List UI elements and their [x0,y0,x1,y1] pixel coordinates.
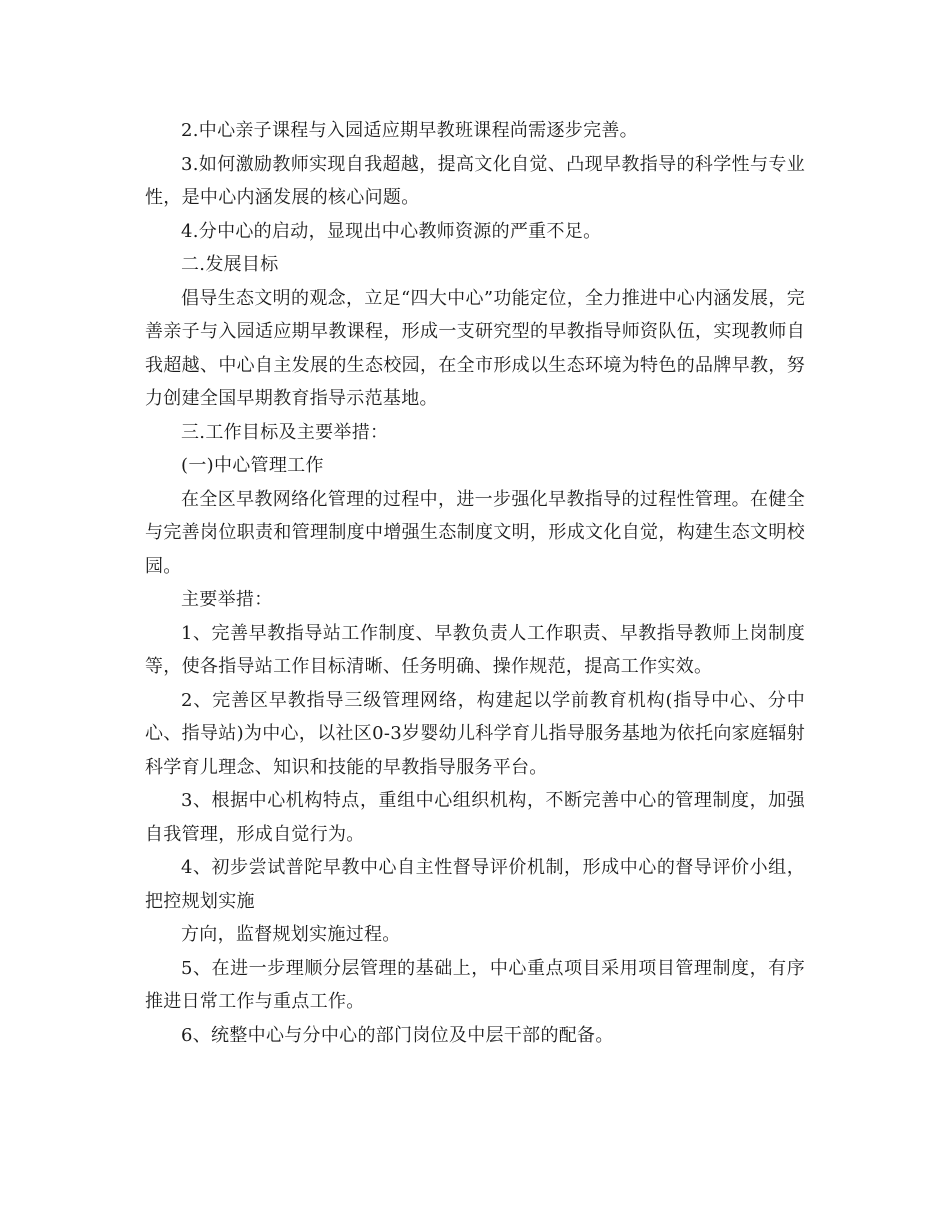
measure-item-6: 6、统整中心与分中心的部门岗位及中层干部的配备。 [181,1024,614,1046]
paragraph-development-goals: 倡导生态文明的观念，立足“四大中心”功能定位，全力推进中心内涵发展，完善亲子与入园适应期早教课程，形成一支研究型的早教指导师资队伍，实现教师自我超越、中心自主发展的生态校园，在全市形成以生态环境为特色的品牌早教，努力创建全国早期教育指导示范基地。 [145,287,805,409]
section-heading-work-goals: 三.工作目标及主要举措： [181,421,389,443]
paragraph-issue-2: 2.中心亲子课程与入园适应期早教班课程尚需逐步完善。 [181,120,638,141]
subsection-heading-management: (一)中心管理工作 [181,455,324,476]
measure-item-3: 3、根据中心机构特点，重组中心组织机构，不断完善中心的管理制度，加强自我管理，形成自觉行为。 [145,790,805,845]
paragraph-issue-4: 4.分中心的启动，显现出中心教师资源的严重不足。 [181,220,602,242]
paragraph-management-intro: 在全区早教网络化管理的过程中，进一步强化早教指导的过程性管理。在健全与完善岗位职责和管理制度中增强生态制度文明，形成文化自觉，构建生态文明校园。 [145,488,805,577]
heading-main-measures: 主要举措： [181,589,273,610]
measure-item-4-continued: 方向，监督规划实施过程。 [181,924,401,945]
measure-item-4: 4、初步尝试普陀早教中心自主性督导评价机制，形成中心的督导评价小组，把控规划实施 [145,857,805,912]
measure-item-5: 5、在进一步理顺分层管理的基础上，中心重点项目采用项目管理制度，有序推进日常工作与重点工作。 [145,957,805,1012]
paragraph-issue-3: 3.如何激励教师实现自我超越，提高文化自觉、凸现早教指导的科学性与专业性，是中心内涵发展的核心问题。 [145,153,805,208]
measure-item-1: 1、完善早教指导站工作制度、早教负责人工作职责、早教指导教师上岗制度等，使各指导站工作目标清晰、任务明确、操作规范，提高工作实效。 [145,622,805,677]
section-heading-development-goals: 二.发展目标 [181,254,279,275]
document-body [145,114,805,1052]
measure-item-2: 2、完善区早教指导三级管理网络，构建起以学前教育机构(指导中心、分中心、指导站)为中心，以社区0-3岁婴幼儿科学育儿指导服务基地为依托向家庭辐射科学育儿理念、知识和技能的早教指导服务平台。 [145,689,805,778]
